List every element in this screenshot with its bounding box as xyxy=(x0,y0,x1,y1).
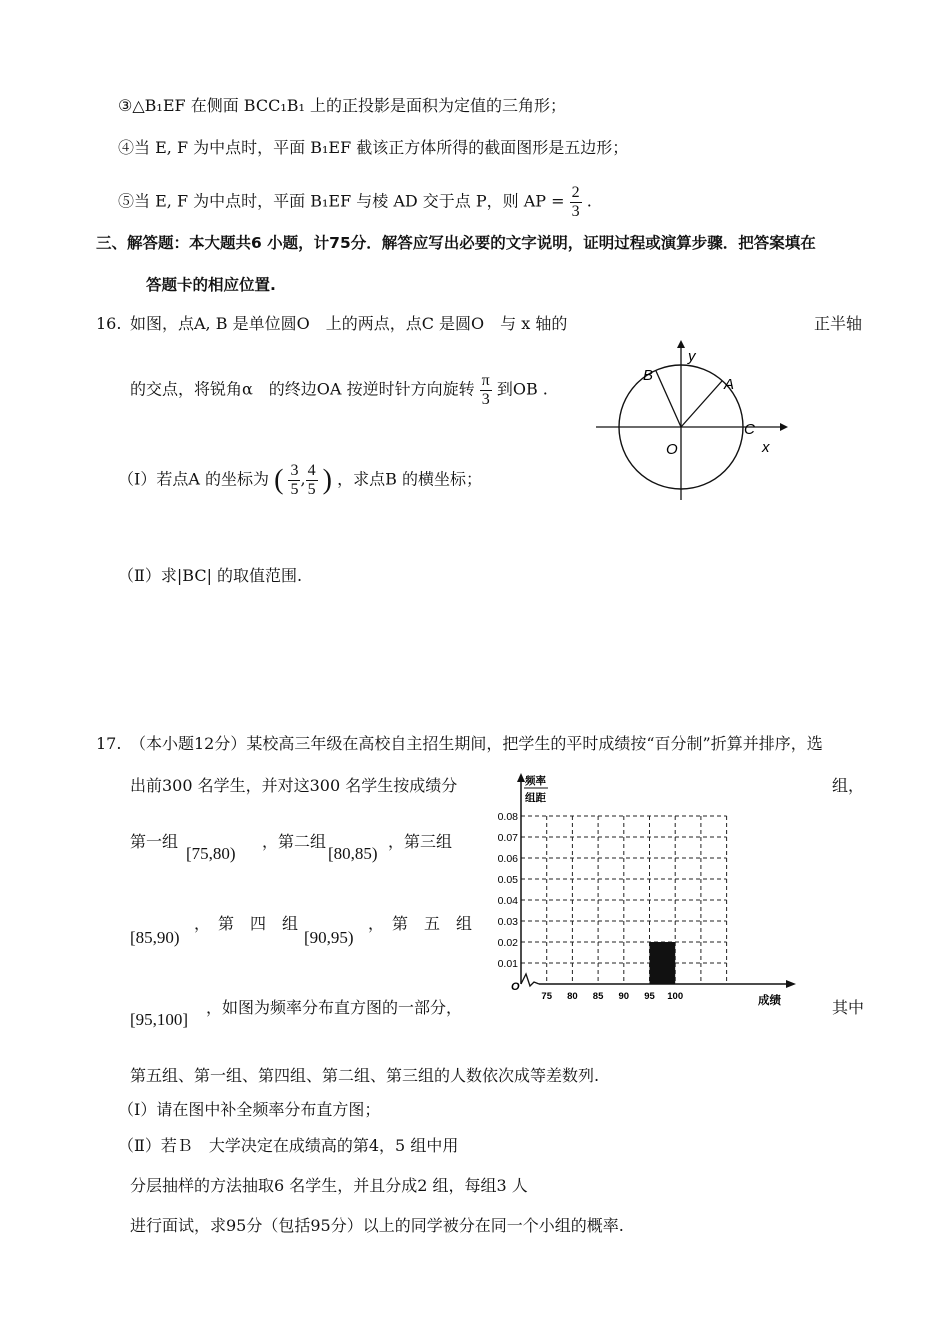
origin-label: O xyxy=(511,981,520,993)
q16-three: 3 xyxy=(481,390,490,408)
x-tick-label: 90 xyxy=(618,991,630,1002)
q17-line3-a: 第一组 xyxy=(130,832,179,851)
q17-line3-c: ，第二组 xyxy=(262,832,327,851)
frequency-histogram xyxy=(490,770,810,1006)
y-axis-label-bottom: 组距 xyxy=(525,792,546,804)
q17-line5-right: 其中 xyxy=(832,998,865,1017)
item-5-prefix: ⑤当 E, F 为中点时，平面 B₁EF 与棱 AD 交于点 P，则 AP = xyxy=(118,191,565,211)
y-axis-arrow xyxy=(677,340,685,348)
q16-frac-4-5: $\frac{4}{5}$ xyxy=(307,462,316,498)
axis-break xyxy=(521,974,539,986)
x-axis-arrow xyxy=(786,980,796,988)
item-5-fraction xyxy=(570,184,582,220)
ray-ob xyxy=(656,371,681,427)
q16-line1-right: 正半轴 xyxy=(814,314,863,333)
q17-interval-1: [75,80) xyxy=(186,844,236,863)
q16-frac-3-5: $\frac{3}{5}$ xyxy=(290,462,299,498)
q17-line2-left: 出前300 名学生，并对这300 名学生按成绩分 xyxy=(130,776,458,795)
q17-line5-b: ，如图为频率分布直方图的一部分， xyxy=(206,998,463,1017)
q16-line2 xyxy=(130,372,548,408)
q16-line2-b: 到OB . xyxy=(496,379,548,399)
q17-part2-line3: 进行面试，求95分（包括95分）以上的同学被分在同一个小组的概率. xyxy=(130,1216,624,1235)
x-tick-label: 100 xyxy=(667,991,684,1002)
q16-part2: （Ⅱ）求|BC| 的取值范围. xyxy=(118,566,303,585)
label-c: C xyxy=(744,421,755,438)
q17-part2-line2: 分层抽样的方法抽取6 名学生，并且分成2 组，每组3 人 xyxy=(130,1176,528,1195)
q17-line1: （本小题12分）某校高三年级在高校自主招生期间，把学生的平时成绩按“百分制”折算并排序，选 xyxy=(130,734,823,753)
q17-line4-b: ， 第 四 组 xyxy=(194,914,299,933)
q17-interval-3: [85,90) xyxy=(130,928,180,947)
item-4: ④当 E, F 为中点时，平面 B₁EF 截该正方体所得的截面图形是五边形； xyxy=(118,138,629,157)
y-tick-label: 0.08 xyxy=(497,811,518,823)
q17-line4-d: ， 第 五 组 xyxy=(368,914,473,933)
label-a: A xyxy=(724,376,735,393)
q17-number: 17. xyxy=(96,734,122,753)
y-tick-label: 0.07 xyxy=(497,832,518,844)
y-axis-label-top: 频率 xyxy=(525,775,546,787)
q16-part1-a: （Ⅰ）若点A 的坐标为 xyxy=(118,469,269,489)
q17-line3-e: ，第三组 xyxy=(388,832,453,851)
ray-oa xyxy=(681,381,722,427)
x-axis-label: 成绩 xyxy=(758,995,781,1006)
item-5-suffix: . xyxy=(586,191,592,211)
label-y: y xyxy=(688,348,696,365)
q16-part1: （Ⅰ）若点A 的坐标为 ( $\frac{3}{5}$ , $\frac{4}{5}$ ) ，求点B 的横坐标； xyxy=(118,462,482,498)
histogram-bar xyxy=(650,942,676,984)
y-tick-label: 0.02 xyxy=(497,937,518,949)
y-tick-label: 0.01 xyxy=(497,958,518,970)
q17-part2-line1: （Ⅱ）若Ｂ 大学决定在成绩高的第4，5 组中用 xyxy=(118,1136,459,1155)
label-o: O xyxy=(666,441,678,458)
section-heading: 三、解答题：本大题共6 小题，计75分．解答应写出必要的文字说明，证明过程或演算步骤．把答案填在 xyxy=(96,234,816,252)
q17-part1: （Ⅰ）请在图中补全频率分布直方图； xyxy=(118,1100,381,1119)
q17-line2-right: 组， xyxy=(832,776,865,795)
x-tick-label: 75 xyxy=(541,991,552,1002)
q16-part1-b: ，求点B 的横坐标； xyxy=(337,469,482,489)
x-axis-arrow xyxy=(780,423,788,431)
q17-line6: 第五组、第一组、第四组、第二组、第三组的人数依次成等差数列. xyxy=(130,1066,600,1085)
y-tick-label: 0.03 xyxy=(497,916,518,928)
q16-line2-a: 的交点，将锐角α 的终边OA 按逆时针方向旋转 xyxy=(130,379,475,399)
y-tick-label: 0.04 xyxy=(497,895,518,907)
item-3: ③△B₁EF 在侧面 BCC₁B₁ 上的正投影是面积为定值的三角形； xyxy=(118,96,566,115)
section-heading-cont: 答题卡的相应位置. xyxy=(146,276,276,294)
x-tick-label: 95 xyxy=(644,991,655,1002)
item-5-den: 3 xyxy=(571,202,580,220)
y-tick-label: 0.05 xyxy=(497,874,518,886)
y-axis-arrow xyxy=(517,773,525,782)
label-x: x xyxy=(762,439,770,456)
x-tick-label: 85 xyxy=(592,991,604,1002)
y-tick-label: 0.06 xyxy=(497,853,518,865)
q17-interval-2: [80,85) xyxy=(328,844,378,863)
q17-interval-5: [95,100] xyxy=(130,1010,189,1029)
unit-circle-figure xyxy=(590,336,790,506)
item-5-num: 2 xyxy=(571,184,580,201)
q16-number: 16. xyxy=(96,314,122,333)
q16-pi-over-3 xyxy=(480,372,492,408)
x-tick-label: 80 xyxy=(567,991,578,1002)
q17-interval-4: [90,95) xyxy=(304,928,354,947)
q16-line1: 如图，点A, B 是单位圆O 上的两点，点C 是圆O 与 x 轴的 xyxy=(130,314,568,333)
q16-pi: π xyxy=(481,372,490,389)
label-b: B xyxy=(643,367,654,384)
item-5 xyxy=(118,184,592,220)
